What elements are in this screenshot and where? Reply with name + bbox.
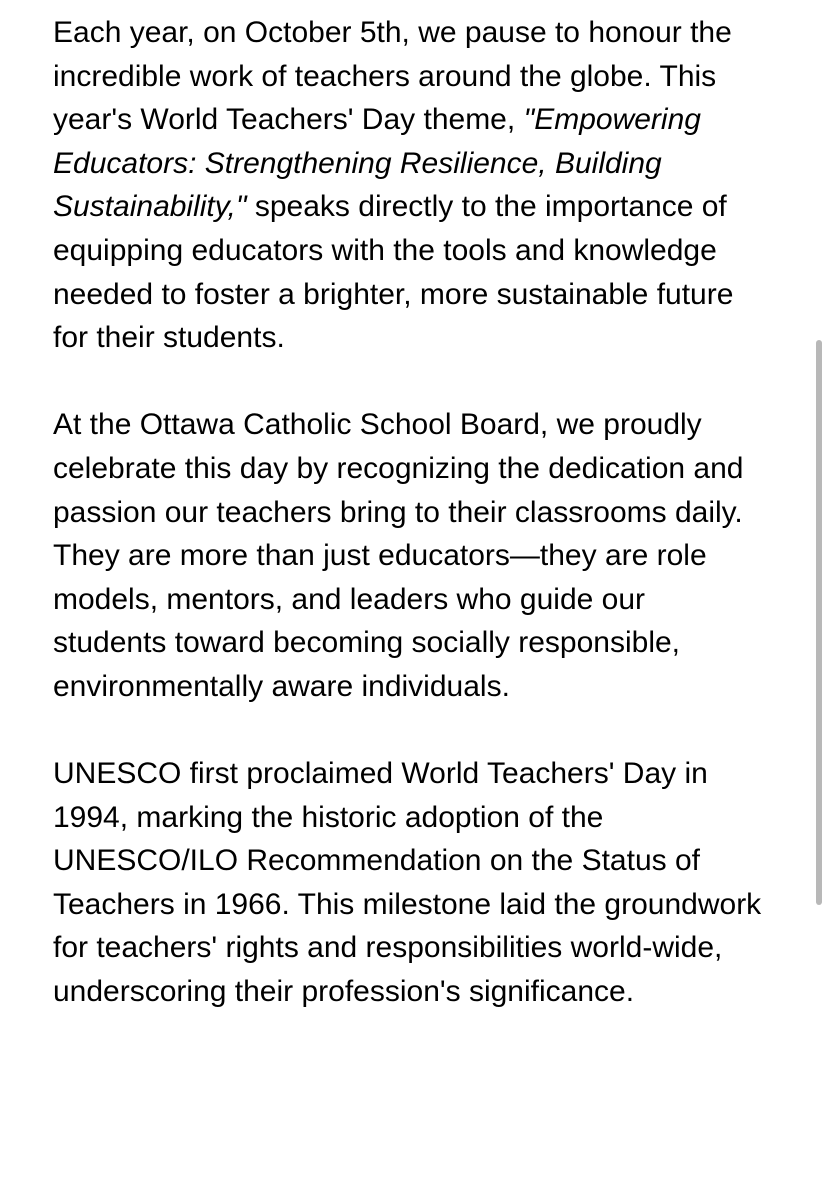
vertical-scrollbar[interactable] [816, 340, 822, 905]
paragraph-1-lead: Each year, on October 5th, we pause to honour the incredible work of teachers around the globe. This year's World Teachers' Day theme, [53, 16, 732, 137]
paragraph-ocsb-celebration: At the Ottawa Catholic School Board, we proudly celebrate this day by recognizing the dedication and passion our teachers bring to their classrooms daily. They are more than just educators—they are role models, mentors, and leaders who guide our students toward becoming socially responsible, environmentally aware individuals. [53, 408, 744, 703]
theme-quote: "Empowering Educators: Strengthening Resilience, Building Sustainability," [53, 103, 701, 224]
paragraph-world-teachers-day [53, 11, 765, 360]
paragraph-1-tail: speaks directly to the importance of equipping educators with the tools and knowledge needed to foster a brighter, more sustainable future for their students. [53, 190, 734, 355]
article-body [53, 11, 765, 1057]
paragraph-unesco-history: UNESCO first proclaimed World Teachers' Day in 1994, marking the historic adoption of the UNESCO/ILO Recommendation on the Status of Teachers in 1966. This milestone laid the groundwork for teachers' rights and responsibilities world-wide, underscoring their profession's significance. [53, 757, 762, 1009]
